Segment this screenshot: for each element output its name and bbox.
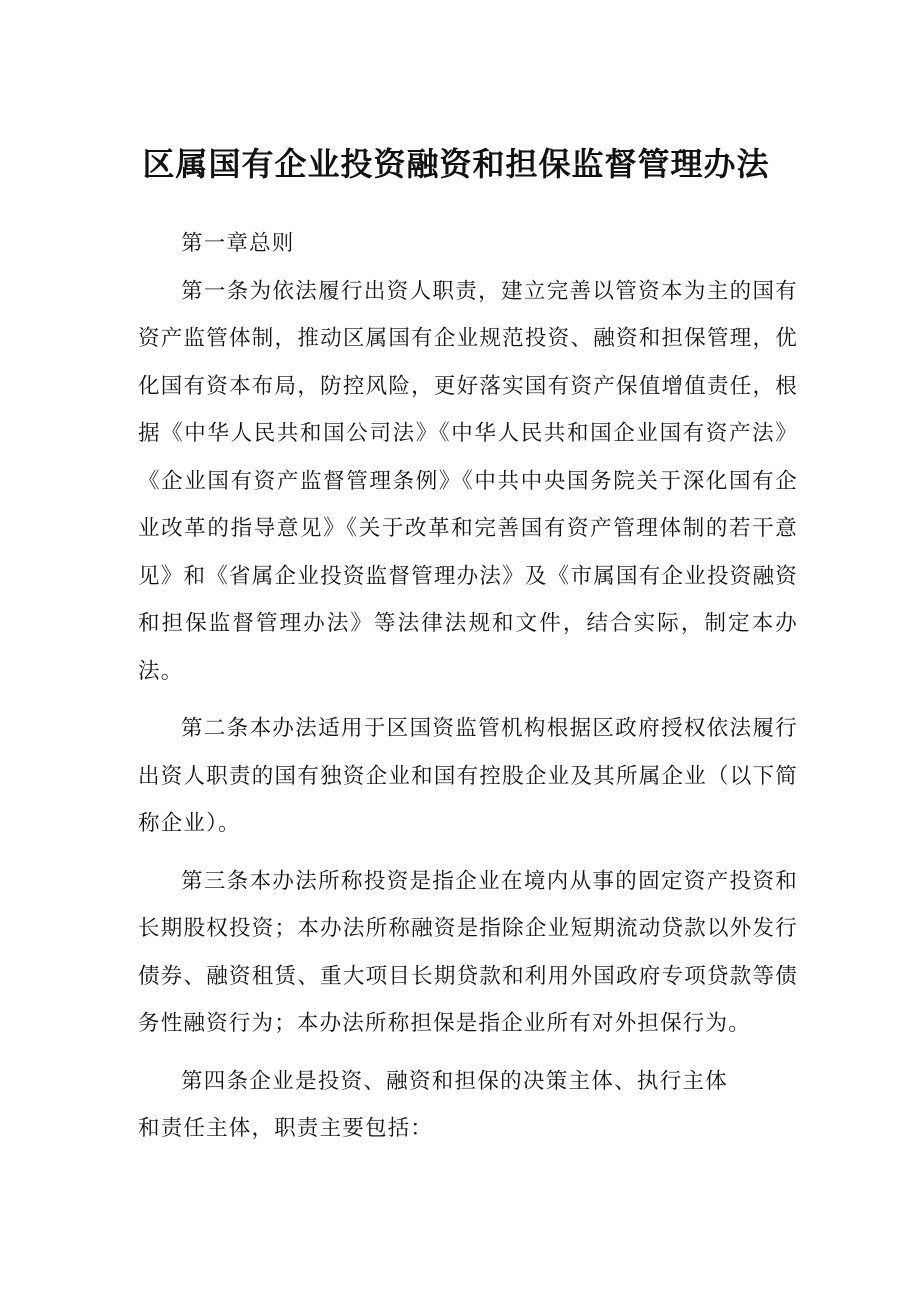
- article-4: 第四条企业是投资、融资和担保的决策主体、执行主体和责任主体，职责主要包括：: [138, 1068, 728, 1141]
- document-body: [138, 220, 798, 1153]
- article-2: 第二条本办法适用于区国资监管机构根据区政府授权依法履行出资人职责的国有独资企业和国有控股企业及其所属企业（以下简称企业）。: [138, 716, 798, 836]
- paragraph-gap: [138, 1048, 798, 1058]
- document-title: 区属国有企业投资融资和担保监督管理办法: [142, 145, 770, 183]
- article-3: 第三条本办法所称投资是指企业在境内从事的固定资产投资和长期股权投资；本办法所称融资是指除企业短期流动贷款以外发行债券、融资租赁、重大项目长期贷款和利用外国政府专项贷款等债务性融资行为；本办法所称担保是指企业所有对外担保行为。: [138, 868, 798, 1036]
- paragraph-gap: [138, 848, 798, 858]
- chapter-heading: 第一章总则: [181, 231, 295, 256]
- article-1: 第一条为依法履行出资人职责，建立完善以管资本为主的国有资产监管体制，推动区属国有企业规范投资、融资和担保管理，优化国有资本布局，防控风险，更好落实国有资产保值增值责任，根据《中华人民共和国公司法》《中华人民共和国企业国有资产法》《企业国有资产监督管理条例》《中共中央国务院关于深化国有企业改革的指导意见》《关于改革和完善国有资产管理体制的若干意见》和《省属企业投资监督管理办法》及《市属国有企业投资融资和担保监督管理办法》等法律法规和文件，结合实际，制定本办法。: [138, 278, 798, 684]
- paragraph-gap: [138, 695, 798, 705]
